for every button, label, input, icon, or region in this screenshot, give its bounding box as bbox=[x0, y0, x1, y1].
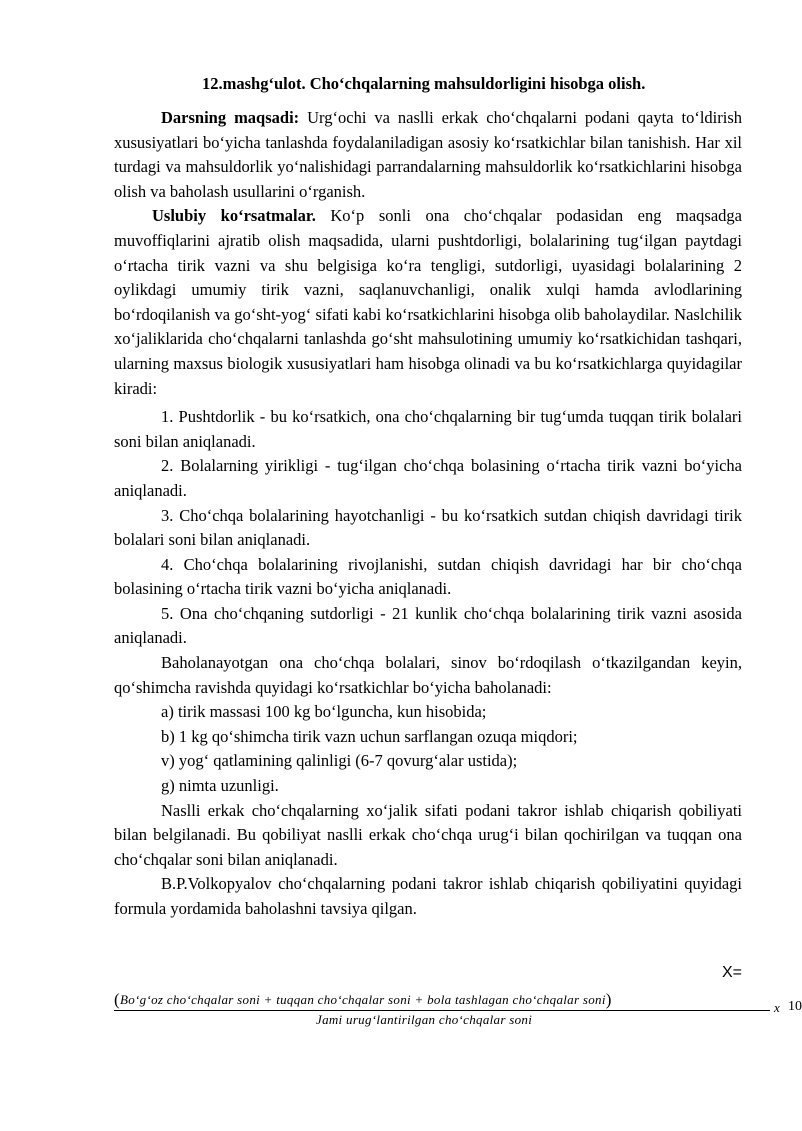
goal-label: Darsning maqsadi: bbox=[161, 108, 300, 127]
list-item: 5. Ona cho‘chqaning sutdorligi - 21 kunlik cho‘chqa bolalarining tirik vazni asosida aniqlanadi. bbox=[114, 603, 742, 648]
page-title: 12.mashg‘ulot. Cho‘chqalarning mahsuldorligini hisobga olish. bbox=[202, 74, 646, 93]
goal-text: Urg‘ochi va naslli erkak cho‘chqalarni podani qayta to‘ldirish xususiyatlari bo‘yicha tanlashda foydalaniladigan asosiy ko‘rsatkichlar bilan tanishish. Har xil turdagi va mahsuldorlik yo‘nalishidagi parrandalarning mahsuldorlik ko‘rsatkichlarini hisobga olish va baholash usullarini o‘rganish. bbox=[114, 108, 742, 201]
formula-constant: 10 bbox=[788, 999, 802, 1014]
formula-close-paren: ) bbox=[605, 990, 612, 1009]
list-item: 1. Pushtdorlik - bu ko‘rsatkich, ona cho‘chqalarning bir tug‘umda tuqqan tirik bolalari soni bilan aniqlanadi. bbox=[114, 407, 742, 451]
formula-numerator-text: Bo‘g‘oz cho‘chqalar soni + tuqqan cho‘chqalar soni + bola tashlagan cho‘chqalar soni bbox=[119, 992, 606, 1007]
sub-item: g) nimta uzunligi. bbox=[161, 776, 279, 796]
list-item: 3. Cho‘chqa bolalarining hayotchanligi - bu ko‘rsatkich sutdan chiqish davridagi tirik bolalari soni bilan aniqlanadi. bbox=[114, 505, 742, 550]
formula-lhs: X= bbox=[721, 964, 742, 981]
formula-multiplier: x bbox=[774, 1000, 780, 1015]
list-item: 4. Cho‘chqa bolalarining rivojlanishi, sutdan chiqish davridagi har bir cho‘chqa bolasining o‘rtacha tirik vazni bo‘yicha aniqlanadi. bbox=[114, 554, 742, 599]
formula-denominator: Jami urug‘lantirilgan cho‘chqalar soni bbox=[316, 1012, 533, 1027]
list-item: 2. Bolalarning yirikligi - tug‘ilgan cho‘chqa bolasining o‘rtacha tirik vazni bo‘yicha aniqlanadi. bbox=[114, 456, 742, 500]
sub-item: a) tirik massasi 100 kg bo‘lguncha, kun hisobida; bbox=[161, 702, 487, 722]
evaluation-intro: Baholanayotgan ona cho‘chqa bolalari, sinov bo‘rdoqilash o‘tkazilgandan keyin, qo‘shimcha ravishda quyidagi ko‘rsatkichlar bo‘yicha baholanadi: bbox=[114, 653, 742, 697]
sub-item: v) yog‘ qatlamining qalinligi (6-7 qovurg‘alar ustida); bbox=[161, 751, 518, 771]
guidelines-text: Ko‘p sonli ona cho‘chqalar podasidan eng maqsadga muvoffiqlarini ajratib olish maqsadida, ularni pushtdorligi, bolalarining tug‘ilgan paytdagi o‘rtacha tirik vazni va shu belgisiga ko‘ra tengligi, sutdorligi, uyasidagi bolalarining 2 oylikdagi umumiy tirik vazni, saqlanuvchanligi, onalik xulqi hamda avlodlarining bo‘rdoqilanish va go‘sht-yog‘ sifati kabi ko‘rsatkichlarini hisobga olib baholaydilar. Naslchilik xo‘jaliklarida cho‘chqalarni tanlashda go‘sht mahsulotining umumiy ko‘rsatkichidan tashqari, ularning maxsus biologik xususiyatlari ham hisobga olinadi va bu ko‘rsatkichlarga quyidagilar kiradi: bbox=[114, 206, 742, 398]
goal-paragraph bbox=[114, 106, 742, 204]
fraction-line bbox=[114, 1010, 770, 1011]
volkopyalov-paragraph: B.P.Volkopyalov cho‘chqalarning podani takror ishlab chiqarish qobiliyatini quyidagi formula yordamida baholashni tavsiya qilgan. bbox=[114, 874, 742, 918]
formula-numerator bbox=[114, 990, 612, 1010]
formula-open-paren: ( bbox=[114, 990, 120, 1009]
sub-item: b) 1 kg qo‘shimcha tirik vazn uchun sarflangan ozuqa miqdori; bbox=[161, 726, 578, 746]
male-quality-paragraph: Naslli erkak cho‘chqalarning xo‘jalik sifati podani takror ishlab chiqarish qobiliyati bilan belgilanadi. Bu qobiliyat naslli erkak cho‘chqa urug‘i bilan qochirilgan va tuqqan ona cho‘chqalar soni bilan aniqlanadi. bbox=[114, 800, 742, 869]
guidelines-label: Uslubiy ko‘rsatmalar. bbox=[152, 206, 316, 226]
formula bbox=[114, 960, 800, 1040]
document-page bbox=[114, 72, 742, 922]
guidelines-paragraph bbox=[114, 204, 742, 401]
